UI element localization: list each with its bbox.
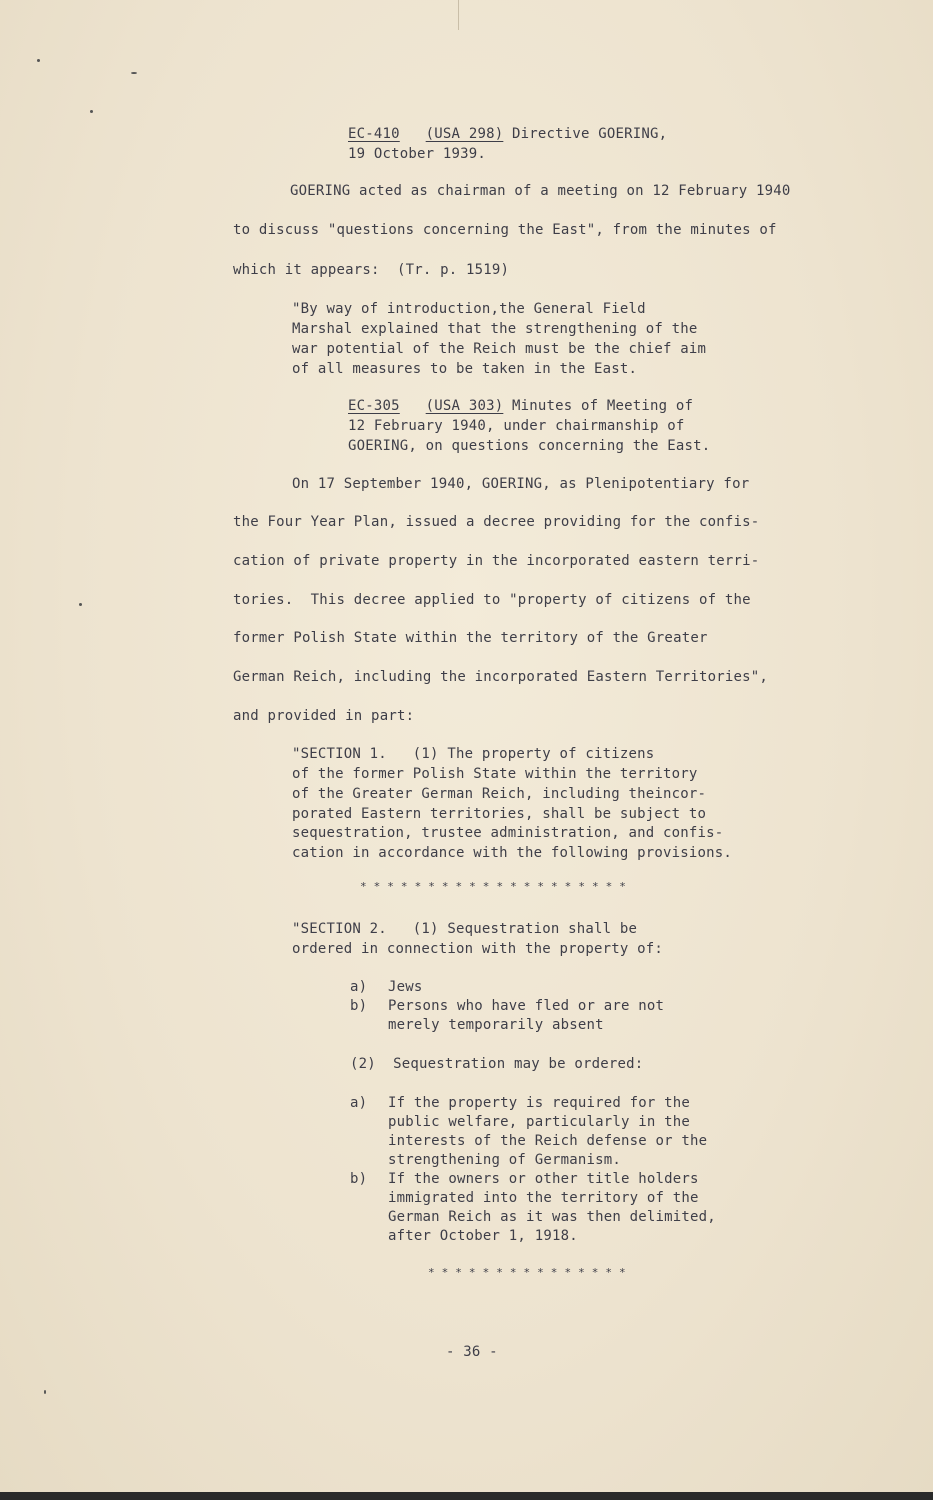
para2-line: the Four Year Plan, issued a decree providing for the confis- (233, 514, 760, 530)
citation2-line-1 (348, 398, 693, 414)
quote1-line: war potential of the Reich must be the chief aim (292, 341, 707, 357)
citation2-line: 12 February 1940, under chairmanship of (348, 418, 685, 434)
list-item-text: after October 1, 1918. (388, 1228, 578, 1244)
para1-line: to discuss "questions concerning the East", from the minutes of (233, 222, 777, 238)
list-item-text: Jews (388, 979, 423, 995)
list-marker: b) (350, 1171, 368, 1187)
para2-line: cation of private property in the incorporated eastern terri- (233, 553, 760, 569)
section2-line: ordered in connection with the property of: (292, 941, 664, 957)
citation2-line: GOERING, on questions concerning the East. (348, 438, 711, 454)
section1-line: of the Greater German Reich, including theincor- (292, 786, 707, 802)
citation-title: Directive GOERING, (511, 126, 668, 142)
citation-line-1 (348, 126, 667, 142)
section1-line: sequestration, trustee administration, and confis- (292, 825, 724, 841)
section1-line: porated Eastern territories, shall be subject to (292, 806, 707, 822)
section1-line: "SECTION 1. (1) The property of citizens (292, 746, 655, 762)
list-item-text: Persons who have fled or are not (388, 998, 665, 1014)
scan-speck (44, 1390, 46, 1394)
list-item-text: public welfare, particularly in the (388, 1114, 691, 1130)
scan-speck (90, 110, 93, 113)
list-marker: a) (350, 979, 368, 995)
scan-speck (79, 603, 82, 606)
section2-line: "SECTION 2. (1) Sequestration shall be (292, 921, 638, 937)
list-item-text: interests of the Reich defense or the (388, 1133, 708, 1149)
asterisk-separator: * * * * * * * * * * * * * * * * * * * * (360, 880, 627, 893)
page-number: - 36 - (446, 1344, 498, 1360)
para2-line: On 17 September 1940, GOERING, as Plenipotentiary for (292, 476, 750, 492)
list-item-text: If the property is required for the (388, 1095, 691, 1111)
list-marker: a) (350, 1095, 368, 1111)
list-item-text: immigrated into the territory of the (388, 1190, 699, 1206)
quote1-line: of all measures to be taken in the East. (292, 361, 638, 377)
section1-line: cation in accordance with the following provisions. (292, 845, 733, 861)
citation-date: 19 October 1939. (348, 146, 487, 162)
para2-line: former Polish State within the territory of the Greater (233, 630, 708, 646)
para2-line: German Reich, including the incorporated Eastern Territories", (233, 669, 768, 685)
scan-bottom-edge (0, 1492, 933, 1500)
quote1-line: "By way of introduction,the General Field (292, 301, 646, 317)
citation-exhibit-number: (USA 298) (425, 126, 504, 142)
para2-line: tories. This decree applied to "property of citizens of the (233, 592, 751, 608)
list-marker: b) (350, 998, 368, 1014)
scan-speck (131, 72, 137, 74)
paper-fold-mark (458, 0, 459, 30)
quote1-line: Marshal explained that the strengthening of the (292, 321, 698, 337)
list-item-text: If the owners or other title holders (388, 1171, 699, 1187)
list-item-text: merely temporarily absent (388, 1017, 604, 1033)
scan-speck (37, 59, 40, 62)
list-item-text: German Reich as it was then delimited, (388, 1209, 716, 1225)
asterisk-separator: * * * * * * * * * * * * * * * (428, 1266, 626, 1279)
list-item-text: strengthening of Germanism. (388, 1152, 621, 1168)
para1-line: GOERING acted as chairman of a meeting on 12 February 1940 (290, 183, 791, 199)
para2-line: and provided in part: (233, 708, 415, 724)
para1-line: which it appears: (Tr. p. 1519) (233, 262, 510, 278)
citation-doc-number: EC-410 (348, 126, 400, 142)
section1-line: of the former Polish State within the territory (292, 766, 698, 782)
subsection-heading: (2) Sequestration may be ordered: (350, 1056, 644, 1072)
citation2-title: Minutes of Meeting of (503, 398, 694, 414)
citation2-exhibit-number: (USA 303) (425, 398, 504, 414)
citation2-doc-number: EC-305 (348, 398, 400, 414)
